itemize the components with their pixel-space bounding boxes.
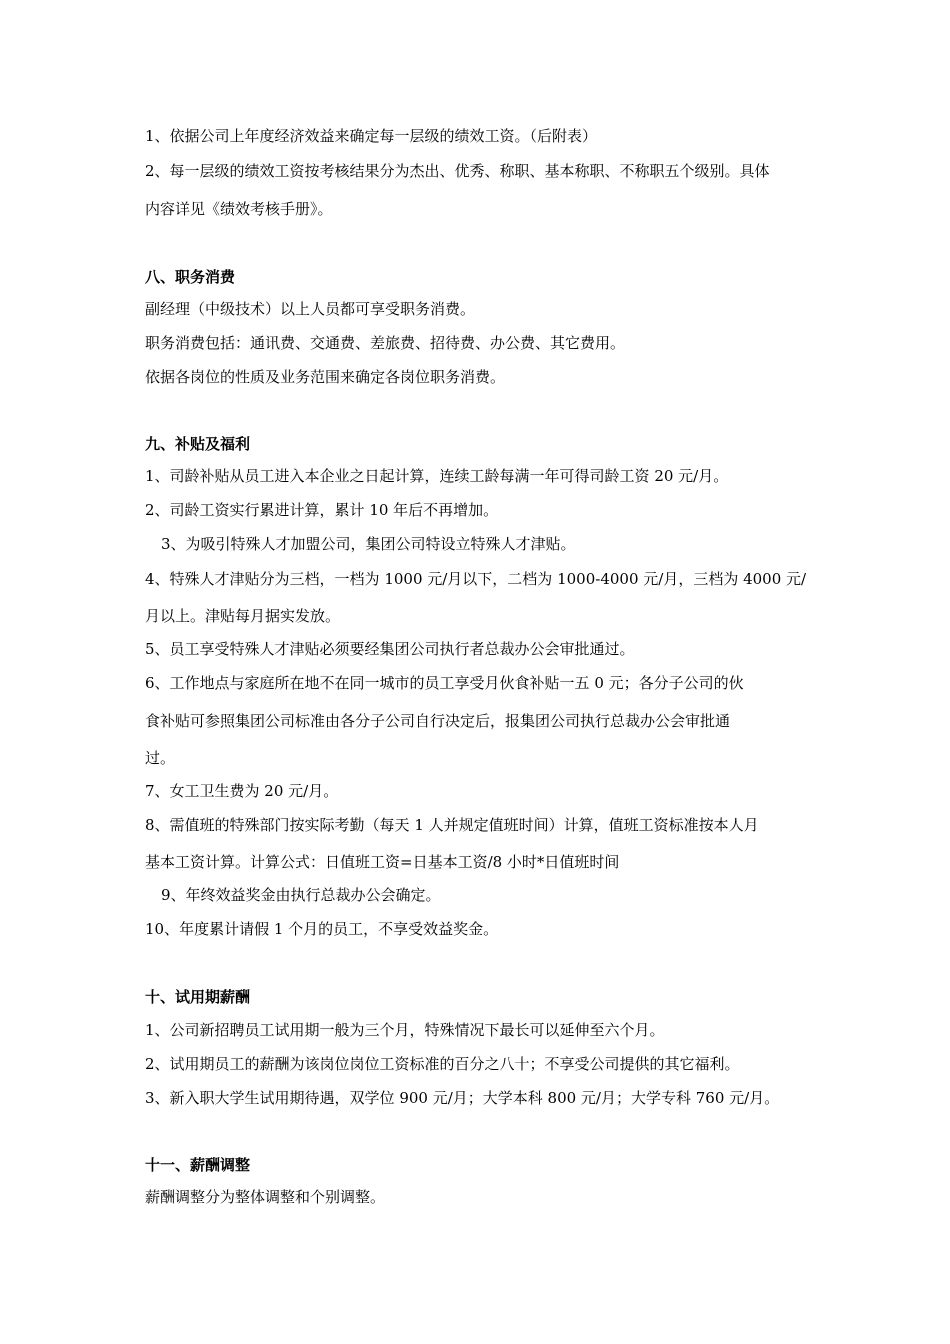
paragraph-line: 4、特殊人才津贴分为三档，一档为 1000 元/月以下，二档为 1000-4000 元/月，三档为 4000 元/ (145, 570, 807, 588)
paragraph-line: 9、年终效益奖金由执行总裁办公会确定。 (161, 886, 441, 904)
paragraph-line: 基本工资计算。计算公式：日值班工资=日基本工资/8 小时*日值班时间 (145, 853, 620, 871)
paragraph-line: 3、为吸引特殊人才加盟公司，集团公司特设立特殊人才津贴。 (161, 535, 576, 553)
paragraph-line: 1、依据公司上年度经济效益来确定每一层级的绩效工资。（后附表） (145, 127, 598, 145)
paragraph-line: 依据各岗位的性质及业务范围来确定各岗位职务消费。 (145, 368, 506, 386)
paragraph-line: 7、女工卫生费为 20 元/月。 (145, 782, 339, 800)
paragraph-line: 副经理（中级技术）以上人员都可享受职务消费。 (145, 300, 476, 318)
paragraph-line: 1、公司新招聘员工试用期一般为三个月，特殊情况下最长可以延伸至六个月。 (145, 1021, 665, 1039)
paragraph-line: 内容详见《绩效考核手册》。 (145, 200, 333, 218)
paragraph-line: 3、新入职大学生试用期待遇，双学位 900 元/月；大学本科 800 元/月；大学专科 760 元/月。 (145, 1089, 780, 1107)
paragraph-line: 1、司龄补贴从员工进入本企业之日起计算，连续工龄每满一年可得司龄工资 20 元/月。 (145, 467, 729, 485)
paragraph-line: 月以上。津贴每月据实发放。 (145, 607, 341, 625)
paragraph-line: 2、司龄工资实行累进计算，累计 10 年后不再增加。 (145, 501, 499, 519)
paragraph-line: 2、每一层级的绩效工资按考核结果分为杰出、优秀、称职、基本称职、不称职五个级别。具体 (145, 162, 770, 180)
paragraph-line: 过。 (145, 749, 176, 767)
paragraph-line: 职务消费包括：通讯费、交通费、差旅费、招待费、办公费、其它费用。 (145, 334, 626, 352)
paragraph-line: 薪酬调整分为整体调整和个别调整。 (145, 1188, 386, 1206)
paragraph-line: 2、试用期员工的薪酬为该岗位岗位工资标准的百分之八十；不享受公司提供的其它福利。 (145, 1055, 740, 1073)
section-heading: 八、职务消费 (145, 268, 236, 286)
paragraph-line: 5、员工享受特殊人才津贴必须要经集团公司执行者总裁办公会审批通过。 (145, 640, 635, 658)
section-heading: 十一、薪酬调整 (145, 1156, 251, 1174)
paragraph-line: 6、工作地点与家庭所在地不在同一城市的员工享受月伙食补贴一五 0 元；各分子公司的伙 (145, 674, 744, 692)
section-heading: 九、补贴及福利 (145, 435, 251, 453)
section-heading: 十、试用期薪酬 (145, 988, 251, 1006)
paragraph-line: 10、年度累计请假 1 个月的员工，不享受效益奖金。 (145, 920, 499, 938)
paragraph-line: 8、需值班的特殊部门按实际考勤（每天 1 人并规定值班时间）计算，值班工资标准按本人月 (145, 816, 759, 834)
paragraph-line: 食补贴可参照集团公司标准由各分子公司自行决定后，报集团公司执行总裁办公会审批通 (145, 712, 731, 730)
